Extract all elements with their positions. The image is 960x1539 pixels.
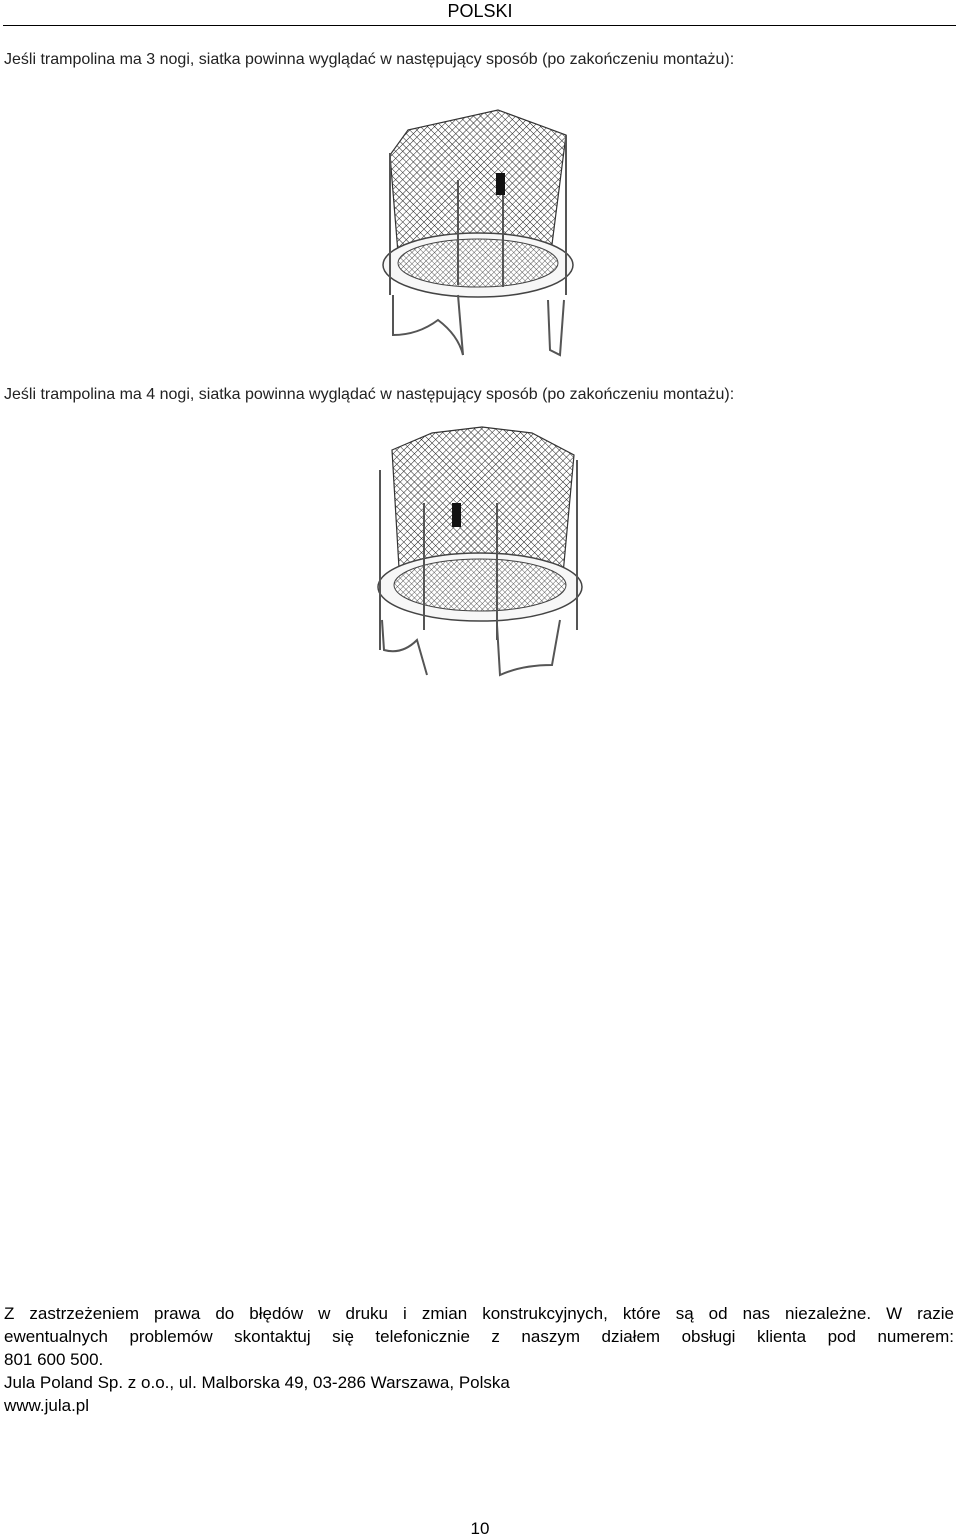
trampoline-three-legs-illustration [378,105,578,360]
disclaimer-line-3: 801 600 500. [4,1350,104,1369]
company-address: Jula Poland Sp. z o.o., ul. Malborska 49, 03-286 Warszawa, Polska [4,1373,510,1392]
page-number: 10 [470,1519,490,1538]
disclaimer-line-1: Z zastrzeżeniem prawa do błędów w druku i zmian konstrukcyjnych, które są od nas niezależne. W razie [4,1304,954,1323]
disclaimer-line-2: ewentualnych problemów skontaktuj się telefonicznie z naszym działem obsługi klienta pod numerem: [4,1327,954,1346]
header-language-label: POLSKI [447,1,513,21]
website-link[interactable]: www.jula.pl [4,1396,90,1415]
trampoline-four-legs-figure [372,425,587,680]
caption-four-legs: Jeśli trampolina ma 4 nogi, siatka powinna wyglądać w następujący sposób (po zakończeniu montażu): [4,386,735,403]
caption-three-legs: Jeśli trampolina ma 3 nogi, siatka powinna wyglądać w następujący sposób (po zakończeniu montażu): [4,51,735,68]
header-rule [3,25,956,26]
trampoline-four-legs-illustration [372,425,587,680]
footer-disclaimer [4,1302,954,1417]
trampoline-three-legs-figure [378,105,578,360]
